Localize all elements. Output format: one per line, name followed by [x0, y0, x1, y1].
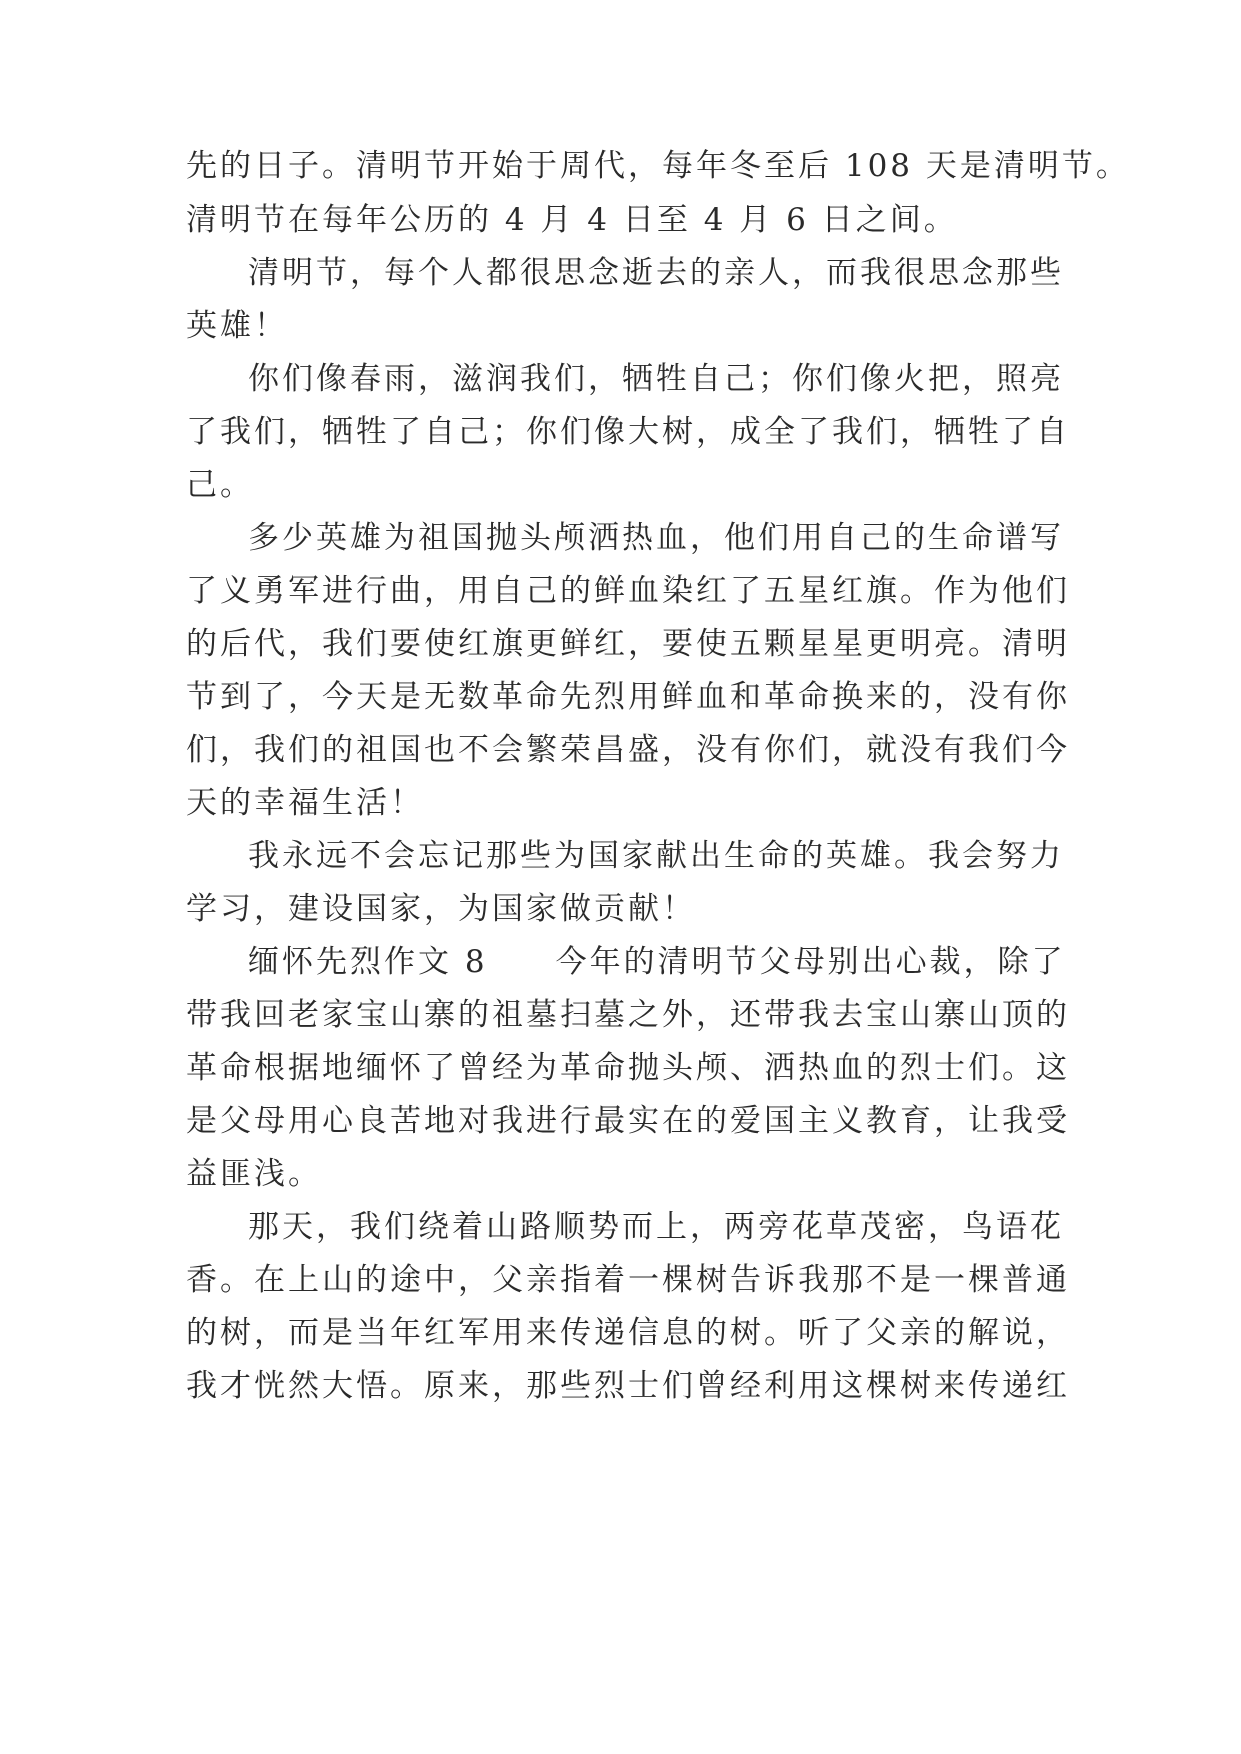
text-line: 天的幸福生活！ [186, 785, 424, 821]
text-line: 是父母用心良苦地对我进行最实在的爱国主义教育，让我受 [186, 1103, 1070, 1139]
text-line: 了义勇军进行曲，用自己的鲜血染红了五星红旗。作为他们 [186, 573, 1070, 609]
text-line: 节到了，今天是无数革命先烈用鲜血和革命换来的，没有你 [186, 679, 1070, 715]
text-line: 带我回老家宝山寨的祖墓扫墓之外，还带我去宝山寨山顶的 [186, 997, 1070, 1033]
text-line: 的后代，我们要使红旗更鲜红，要使五颗星星更明亮。清明 [186, 626, 1070, 662]
text-line: 清明节在每年公历的 4 月 4 日至 4 月 6 日之间。 [186, 202, 958, 238]
paragraph-start-line: 多少英雄为祖国抛头颅洒热血，他们用自己的生命谱写 [248, 520, 1064, 556]
paragraph-start-line: 我永远不会忘记那些为国家献出生命的英雄。我会努力 [248, 838, 1064, 874]
text-line: 们，我们的祖国也不会繁荣昌盛，没有你们，就没有我们今 [186, 732, 1070, 768]
paragraph-start-line: 清明节，每个人都很思念逝去的亲人，而我很思念那些 [248, 255, 1064, 291]
paragraph-start-line: 那天，我们绕着山路顺势而上，两旁花草茂密，鸟语花 [248, 1209, 1064, 1245]
text-line: 的树，而是当年红军用来传递信息的树。听了父亲的解说， [186, 1315, 1070, 1351]
section-heading-line: 缅怀先烈作文 8 今年的清明节父母别出心裁，除了 [248, 944, 1066, 980]
text-line: 英雄！ [186, 308, 288, 344]
text-line: 我才恍然大悟。原来，那些烈士们曾经利用这棵树来传递红 [186, 1368, 1070, 1404]
text-line: 了我们，牺牲了自己；你们像大树，成全了我们，牺牲了自 [186, 414, 1070, 450]
text-line: 益匪浅。 [186, 1156, 322, 1192]
text-line: 香。在上山的途中，父亲指着一棵树告诉我那不是一棵普通 [186, 1262, 1070, 1298]
text-line: 己。 [186, 467, 254, 503]
paragraph-start-line: 你们像春雨，滋润我们，牺牲自己；你们像火把，照亮 [248, 361, 1064, 397]
text-line: 学习，建设国家，为国家做贡献！ [186, 891, 696, 927]
text-line: 先的日子。清明节开始于周代，每年冬至后 108 天是清明节。 [186, 148, 1130, 184]
text-line: 革命根据地缅怀了曾经为革命抛头颅、洒热血的烈士们。这 [186, 1050, 1070, 1086]
